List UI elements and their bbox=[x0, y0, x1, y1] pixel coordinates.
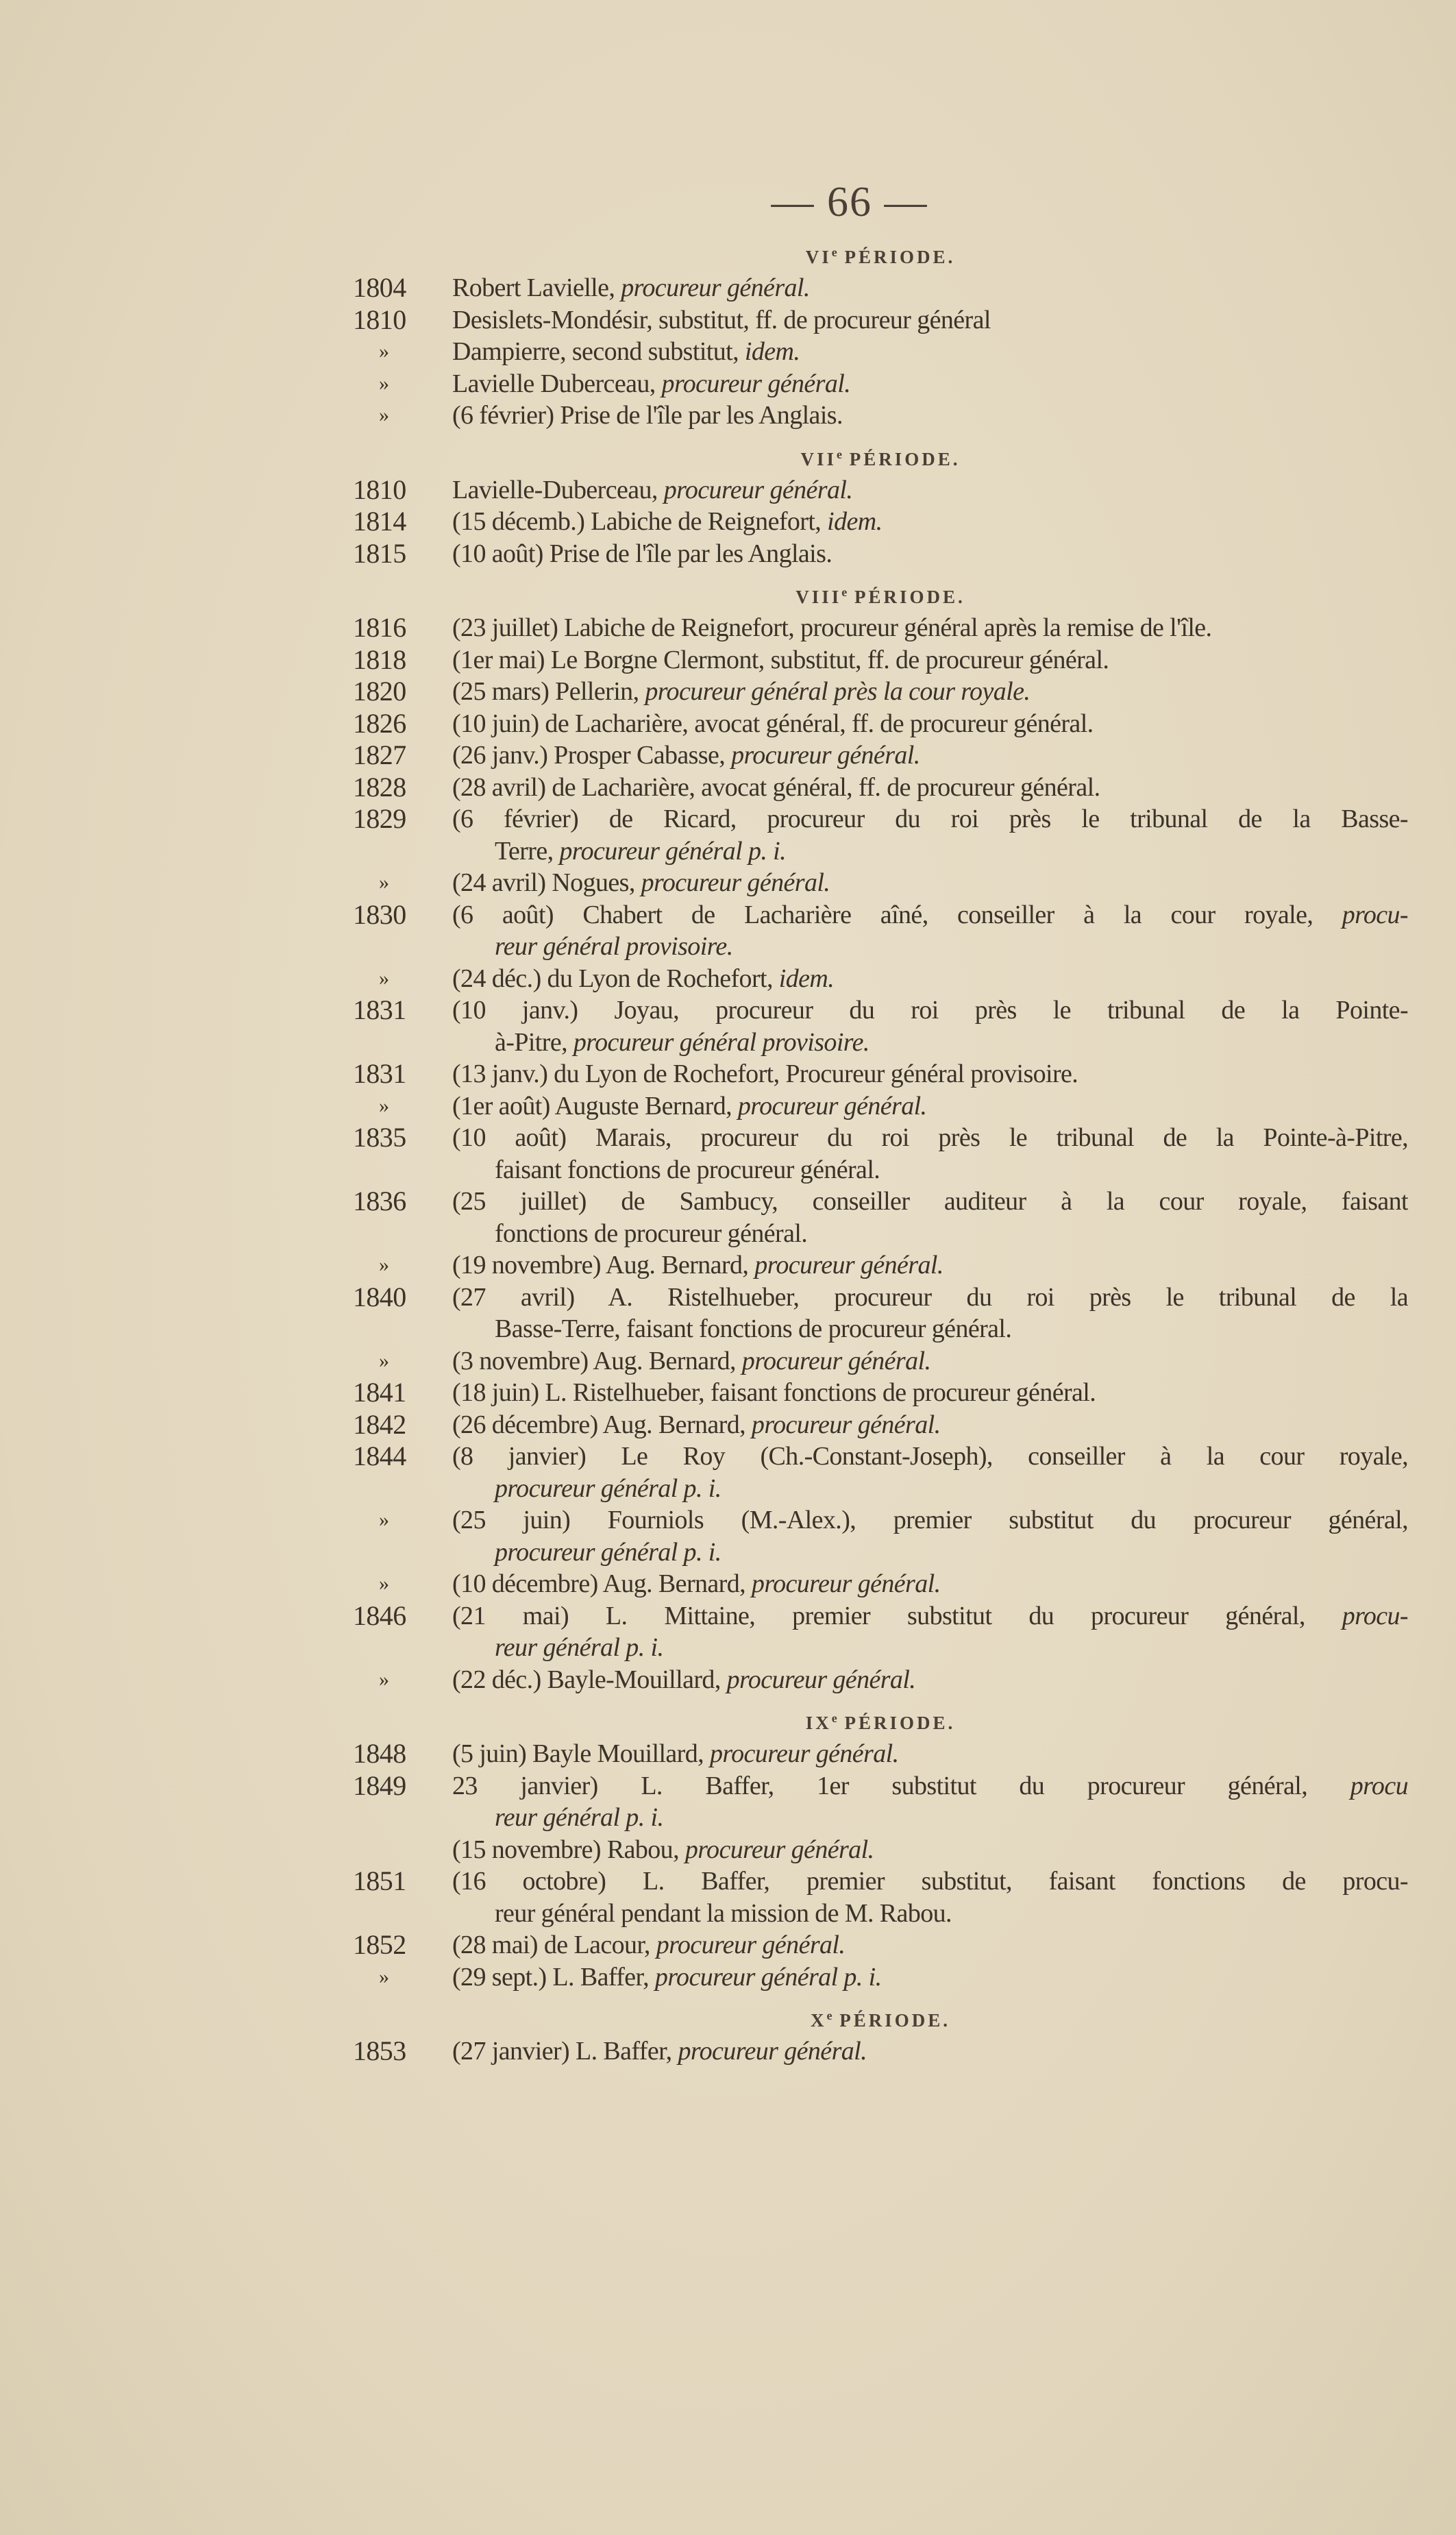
entry-text bbox=[452, 994, 1408, 1027]
entry-text-roman: (25 juin) Fourniols (M.-Alex.), premier substitut du procureur général, bbox=[452, 1506, 1408, 1534]
entry-text-roman: (25 mars) Pellerin, bbox=[452, 677, 645, 706]
entry-text-roman: (15 novembre) Rabou, bbox=[452, 1835, 685, 1864]
entry-year: » bbox=[379, 340, 389, 363]
entry-year bbox=[353, 1218, 452, 1250]
period-label: PÉRIODE. bbox=[844, 247, 956, 267]
entry-text bbox=[452, 1961, 1408, 1994]
entry-line bbox=[353, 1568, 1408, 1600]
period-section bbox=[353, 1993, 1408, 2068]
entry-text-roman: (5 juin) Bayle Mouillard, bbox=[452, 1739, 710, 1768]
entry-text-roman: (24 déc.) du Lyon de Rochefort, bbox=[452, 964, 779, 993]
entry-year bbox=[353, 1536, 452, 1569]
entry-text bbox=[452, 1802, 1408, 1834]
entry-text-roman: Lavielle-Duberceau, bbox=[452, 475, 664, 504]
entry-text-roman: (6 février) de Ricard, procureur du roi près le tribunal de la Basse- bbox=[452, 805, 1408, 833]
entry-line bbox=[353, 1770, 1408, 1802]
entry-text bbox=[452, 1929, 1408, 1961]
entry-line bbox=[353, 644, 1408, 676]
period-heading bbox=[353, 570, 1408, 612]
entry-text-italic: procu bbox=[1350, 1771, 1408, 1800]
entry-line bbox=[353, 336, 1408, 368]
entry-year: 1851 bbox=[353, 1865, 406, 1896]
entry-text-italic: procureur général p. i. bbox=[495, 1473, 721, 1503]
entry-text bbox=[452, 1282, 1408, 1314]
entry-continuation-line bbox=[353, 835, 1408, 868]
entry-text-italic: procureur général p. i. bbox=[495, 1537, 721, 1567]
entry-year: » bbox=[379, 371, 389, 395]
entry-year bbox=[353, 1154, 452, 1186]
entry-year: » bbox=[379, 1508, 389, 1531]
entry-text-roman: (25 juillet) de Sambucy, conseiller auditeur à la cour royale, faisant bbox=[452, 1187, 1408, 1216]
entry-year bbox=[353, 1632, 452, 1664]
entry-year: » bbox=[379, 871, 389, 894]
entry-text-roman: (10 décembre) Aug. Bernard, bbox=[452, 1569, 752, 1598]
entry-line bbox=[353, 1865, 1408, 1898]
entry-year: 1846 bbox=[353, 1600, 406, 1631]
entry-text bbox=[452, 612, 1408, 644]
entry-text-roman: à-Pitre, bbox=[495, 1027, 573, 1057]
entry-text-roman: (24 avril) Nogues, bbox=[452, 868, 641, 897]
entry-line bbox=[353, 1090, 1408, 1123]
entry-text bbox=[452, 1504, 1408, 1536]
entry-line bbox=[353, 506, 1408, 538]
entry-text-italic: idem. bbox=[744, 337, 800, 366]
entry-text-roman: (21 mai) L. Mittaine, premier substitut du procureur général, bbox=[452, 1601, 1342, 1630]
entry-text-roman: (10 juin) de Lacharière, avocat général, ff. de procureur général. bbox=[452, 709, 1094, 738]
entry-text bbox=[452, 963, 1408, 995]
page-number: — 66 — bbox=[771, 179, 928, 225]
period-number: IX bbox=[805, 1713, 832, 1733]
entry-line bbox=[353, 1929, 1408, 1961]
entry-text-roman: (10 janv.) Joyau, procureur du roi près le tribunal de la Pointe- bbox=[452, 996, 1408, 1025]
entry-year bbox=[353, 835, 452, 868]
entry-text-roman: faisant fonctions de procureur général. bbox=[495, 1155, 880, 1184]
entry-year: » bbox=[379, 1253, 389, 1276]
entry-year: 1831 bbox=[353, 994, 406, 1025]
entry-continuation-line bbox=[353, 1027, 1408, 1059]
entry-text bbox=[452, 538, 1408, 570]
entry-text bbox=[452, 1898, 1408, 1930]
entry-continuation-line bbox=[353, 1802, 1408, 1834]
entry-text-italic: reur général provisoire. bbox=[495, 932, 733, 961]
entry-text bbox=[452, 2035, 1408, 2068]
entry-line bbox=[353, 1738, 1408, 1770]
entry-text-roman: Dampierre, second substitut, bbox=[452, 337, 745, 366]
entry-text bbox=[452, 676, 1408, 708]
entry-year: » bbox=[379, 404, 389, 426]
period-section bbox=[353, 570, 1408, 1695]
entry-text-italic: procureur général près la cour royale. bbox=[645, 677, 1031, 706]
entry-text bbox=[452, 835, 1408, 868]
entry-year bbox=[353, 1027, 452, 1059]
period-ordinal-suffix: e bbox=[831, 245, 837, 259]
period-section bbox=[353, 1695, 1408, 1993]
entry-continuation-line bbox=[353, 1898, 1408, 1930]
entry-text bbox=[452, 506, 1408, 538]
entry-text bbox=[452, 1122, 1408, 1154]
entry-year: 1844 bbox=[353, 1441, 406, 1471]
period-heading bbox=[353, 230, 1408, 272]
entry-text-roman: (23 juillet) Labiche de Reignefort, procureur général après la remise de l'île. bbox=[452, 613, 1212, 642]
entry-year: 1810 bbox=[353, 474, 406, 505]
entry-text bbox=[452, 867, 1408, 899]
entry-text bbox=[452, 772, 1408, 804]
entry-year: » bbox=[379, 1094, 389, 1117]
entry-line bbox=[353, 538, 1408, 570]
entry-line bbox=[353, 867, 1408, 899]
entry-line bbox=[353, 1282, 1408, 1314]
period-label: PÉRIODE. bbox=[844, 1713, 956, 1733]
entry-text bbox=[452, 336, 1408, 368]
entry-line bbox=[353, 1600, 1408, 1632]
entry-text-roman: (27 avril) A. Ristelhueber, procureur du roi près le tribunal de la bbox=[452, 1282, 1408, 1312]
entry-text bbox=[452, 272, 1408, 304]
entry-text-italic: procureur général. bbox=[663, 475, 853, 504]
entry-year bbox=[353, 1473, 452, 1505]
entry-year: 1804 bbox=[353, 272, 406, 303]
entry-text bbox=[452, 1218, 1408, 1250]
entry-text-roman: (22 déc.) Bayle-Mouillard, bbox=[452, 1665, 727, 1694]
entry-text-roman: (6 février) Prise de l'île par les Anglais. bbox=[452, 401, 843, 430]
entry-text-italic: reur général p. i. bbox=[495, 1633, 664, 1662]
entry-text-italic: procureur général. bbox=[709, 1739, 899, 1768]
entry-text-italic: procureur général. bbox=[726, 1665, 916, 1694]
entry-year: » bbox=[379, 1572, 389, 1595]
entry-text-italic: procureur général p. i. bbox=[559, 836, 787, 866]
entry-text-roman: (29 sept.) L. Baffer, bbox=[452, 1962, 655, 1992]
entry-text bbox=[452, 1770, 1408, 1802]
entry-text-roman: (15 décemb.) Labiche de Reignefort, bbox=[452, 507, 828, 536]
entry-text-roman: Lavielle Duberceau, bbox=[452, 369, 662, 398]
entry-continuation-line bbox=[353, 1313, 1408, 1345]
entry-year bbox=[353, 1313, 452, 1345]
entry-text-roman: (18 juin) L. Ristelhueber, faisant fonctions de procureur général. bbox=[452, 1378, 1096, 1407]
entry-year: 1815 bbox=[353, 537, 406, 569]
entry-text-italic: reur général p. i. bbox=[495, 1803, 664, 1832]
entry-year: 1810 bbox=[353, 304, 406, 335]
entry-year: 1828 bbox=[353, 771, 406, 803]
entry-year bbox=[353, 1834, 452, 1866]
entry-text bbox=[452, 1664, 1408, 1696]
period-label: PÉRIODE. bbox=[849, 448, 961, 469]
entry-line bbox=[353, 612, 1408, 644]
entry-line bbox=[353, 899, 1408, 931]
entry-text bbox=[452, 1834, 1408, 1866]
entry-text bbox=[452, 1738, 1408, 1770]
entry-text-italic: procureur général. bbox=[656, 1931, 846, 1959]
entry-text-italic: procureur général. bbox=[661, 369, 851, 398]
entry-continuation-line bbox=[353, 1218, 1408, 1250]
entry-text-italic: procureur général p. i. bbox=[654, 1962, 882, 1992]
entry-text bbox=[452, 400, 1408, 432]
entry-text bbox=[452, 1249, 1408, 1282]
entry-text-roman: (26 décembre) Aug. Bernard, bbox=[452, 1410, 752, 1439]
entry-text bbox=[452, 1377, 1408, 1409]
entry-text bbox=[452, 1027, 1408, 1059]
entry-line bbox=[353, 368, 1408, 400]
entry-line bbox=[353, 1249, 1408, 1282]
entry-text bbox=[452, 1865, 1408, 1898]
entry-text-italic: procu- bbox=[1342, 900, 1408, 929]
entry-line bbox=[353, 1186, 1408, 1218]
entry-text-roman: (10 août) Marais, procureur du roi près le tribunal de la Pointe-à-Pitre, bbox=[452, 1123, 1408, 1152]
entry-text bbox=[452, 899, 1408, 931]
entry-line bbox=[353, 803, 1408, 835]
entry-year: 1829 bbox=[353, 803, 406, 834]
entry-year: 1835 bbox=[353, 1122, 406, 1153]
period-heading bbox=[353, 1695, 1408, 1738]
entry-year bbox=[353, 931, 452, 963]
entry-year: 1816 bbox=[353, 612, 406, 643]
entry-text-roman: (8 janvier) Le Roy (Ch.-Constant-Joseph), conseiller à la cour royale, bbox=[452, 1442, 1408, 1471]
entry-year: 1852 bbox=[353, 1929, 406, 1960]
entry-text-italic: procureur général. bbox=[737, 1091, 927, 1120]
period-ordinal-suffix: e bbox=[826, 2009, 832, 2022]
entry-text bbox=[452, 1441, 1408, 1473]
entry-line bbox=[353, 739, 1408, 772]
entry-continuation-line bbox=[353, 1632, 1408, 1664]
entry-text-roman: Desislets-Mondésir, substitut, ff. de procureur général bbox=[452, 305, 991, 334]
period-number: X bbox=[810, 2010, 827, 2031]
entry-line bbox=[353, 1058, 1408, 1090]
entry-text-roman: Robert Lavielle, bbox=[452, 273, 621, 302]
entry-line bbox=[353, 1377, 1408, 1409]
entry-line bbox=[353, 304, 1408, 336]
entry-year: 1830 bbox=[353, 898, 406, 930]
entry-year bbox=[353, 1802, 452, 1834]
entry-text bbox=[452, 1154, 1408, 1186]
entry-text bbox=[452, 1090, 1408, 1123]
entry-text-roman: Terre, bbox=[495, 836, 560, 866]
entry-text-italic: procureur général. bbox=[754, 1251, 943, 1279]
entry-text bbox=[452, 1313, 1408, 1345]
period-number: VIII bbox=[795, 587, 842, 607]
entry-text bbox=[452, 1186, 1408, 1218]
entry-line bbox=[353, 1961, 1408, 1994]
entry-text-italic: procureur général provisoire. bbox=[573, 1027, 869, 1057]
periods-list bbox=[353, 230, 1408, 2068]
entry-text-roman: (28 mai) de Lacour, bbox=[452, 1931, 656, 1959]
entry-year: » bbox=[379, 1667, 389, 1691]
entry-text-roman: (27 janvier) L. Baffer, bbox=[452, 2037, 678, 2066]
entry-text bbox=[452, 1600, 1408, 1632]
entry-continuation-line bbox=[353, 1473, 1408, 1505]
entry-year: 1820 bbox=[353, 676, 406, 707]
entry-text-roman: (16 octobre) L. Baffer, premier substitut, faisant fonctions de procu- bbox=[452, 1867, 1408, 1896]
entry-text-roman: (26 janv.) Prosper Cabasse, bbox=[452, 741, 732, 770]
entry-line bbox=[353, 1345, 1408, 1377]
entry-year bbox=[353, 1898, 452, 1930]
entry-text-italic: procureur général. bbox=[684, 1835, 874, 1864]
entry-year: 1853 bbox=[353, 2035, 406, 2066]
entry-year: 1840 bbox=[353, 1281, 406, 1312]
entry-text-italic: procureur général. bbox=[641, 868, 830, 897]
entry-text-roman: (10 août) Prise de l'île par les Anglais. bbox=[452, 539, 832, 568]
entry-year: » bbox=[379, 1349, 389, 1372]
entry-text bbox=[452, 1058, 1408, 1090]
period-number: VI bbox=[805, 247, 832, 267]
entry-text bbox=[452, 368, 1408, 400]
entry-text bbox=[452, 1568, 1408, 1600]
entry-text-italic: idem. bbox=[778, 964, 835, 993]
entry-year: 1848 bbox=[353, 1738, 406, 1769]
entry-text-roman: (28 avril) de Lacharière, avocat général, ff. de procureur général. bbox=[452, 772, 1100, 802]
entry-continuation-line bbox=[353, 1536, 1408, 1569]
period-ordinal-suffix: e bbox=[841, 585, 848, 599]
entry-line bbox=[353, 708, 1408, 740]
entry-text bbox=[452, 931, 1408, 963]
entry-line bbox=[353, 474, 1408, 506]
entry-text-roman: (1er mai) Le Borgne Clermont, substitut, ff. de procureur général. bbox=[452, 645, 1109, 674]
entry-year: 1818 bbox=[353, 644, 406, 675]
entry-text bbox=[452, 803, 1408, 835]
entry-text bbox=[452, 474, 1408, 506]
entry-text bbox=[452, 1409, 1408, 1441]
period-label: PÉRIODE. bbox=[839, 2010, 951, 2031]
entry-text-italic: procureur général. bbox=[751, 1569, 941, 1598]
period-number: VII bbox=[800, 448, 837, 469]
entry-continuation-line bbox=[353, 931, 1408, 963]
period-section bbox=[353, 432, 1408, 570]
entry-line bbox=[353, 772, 1408, 804]
entry-year: 1827 bbox=[353, 739, 406, 770]
entry-continuation-line bbox=[353, 1154, 1408, 1186]
entry-line bbox=[353, 1664, 1408, 1696]
entry-year: 1831 bbox=[353, 1058, 406, 1089]
period-heading bbox=[353, 1993, 1408, 2035]
entry-text-italic: procureur général. bbox=[621, 273, 810, 302]
entry-line bbox=[353, 1441, 1408, 1473]
entry-year: 1842 bbox=[353, 1408, 406, 1440]
entry-text bbox=[452, 1473, 1408, 1505]
entry-text-italic: procu- bbox=[1342, 1601, 1408, 1630]
entry-year: 1836 bbox=[353, 1186, 406, 1216]
entry-line bbox=[353, 400, 1408, 432]
entry-text-italic: idem. bbox=[827, 507, 883, 536]
entry-text-italic: procureur général. bbox=[751, 1410, 941, 1439]
entry-text bbox=[452, 1345, 1408, 1377]
entry-year: » bbox=[379, 966, 389, 990]
entry-year: 1814 bbox=[353, 506, 406, 537]
entry-year: 1826 bbox=[353, 707, 406, 739]
entry-text-roman: reur général pendant la mission de M. Rabou. bbox=[495, 1898, 952, 1928]
entry-text bbox=[452, 739, 1408, 772]
entry-text-roman: Basse-Terre, faisant fonctions de procureur général. bbox=[495, 1314, 1012, 1343]
entry-year: 1849 bbox=[353, 1769, 406, 1801]
entry-line bbox=[353, 963, 1408, 995]
period-ordinal-suffix: e bbox=[831, 1711, 837, 1725]
entry-line bbox=[353, 272, 1408, 304]
entry-line bbox=[353, 2035, 1408, 2068]
period-heading bbox=[353, 432, 1408, 474]
entry-line bbox=[353, 1409, 1408, 1441]
entry-year: » bbox=[379, 1965, 389, 1988]
entry-line bbox=[353, 1834, 1408, 1866]
entry-text-italic: procureur général. bbox=[678, 2037, 867, 2066]
entry-line bbox=[353, 1504, 1408, 1536]
entry-year: 1841 bbox=[353, 1377, 406, 1408]
entry-text-roman: (6 août) Chabert de Lacharière aîné, conseiller à la cour royale, bbox=[452, 900, 1342, 929]
entry-text-roman: 23 janvier) L. Baffer, 1er substitut du procureur général, bbox=[452, 1771, 1350, 1800]
entry-text-italic: procureur général. bbox=[731, 741, 920, 770]
entry-text bbox=[452, 304, 1408, 336]
entry-text-roman: (13 janv.) du Lyon de Rochefort, Procureur général provisoire. bbox=[452, 1060, 1078, 1088]
entry-text-italic: procureur général. bbox=[741, 1346, 931, 1375]
entry-text-roman: (1er août) Auguste Bernard, bbox=[452, 1091, 738, 1120]
entry-text-roman: (19 novembre) Aug. Bernard, bbox=[452, 1251, 755, 1279]
entry-text-roman: (3 novembre) Aug. Bernard, bbox=[452, 1346, 742, 1375]
entry-text-roman: fonctions de procureur général. bbox=[495, 1218, 808, 1248]
entry-text bbox=[452, 708, 1408, 740]
period-ordinal-suffix: e bbox=[836, 447, 842, 461]
document-page bbox=[353, 175, 1408, 2068]
entry-line bbox=[353, 994, 1408, 1027]
entry-line bbox=[353, 1122, 1408, 1154]
period-section bbox=[353, 230, 1408, 432]
entry-line bbox=[353, 676, 1408, 708]
period-label: PÉRIODE. bbox=[854, 587, 965, 607]
entry-text bbox=[452, 644, 1408, 676]
entry-text bbox=[452, 1536, 1408, 1569]
entry-text bbox=[452, 1632, 1408, 1664]
